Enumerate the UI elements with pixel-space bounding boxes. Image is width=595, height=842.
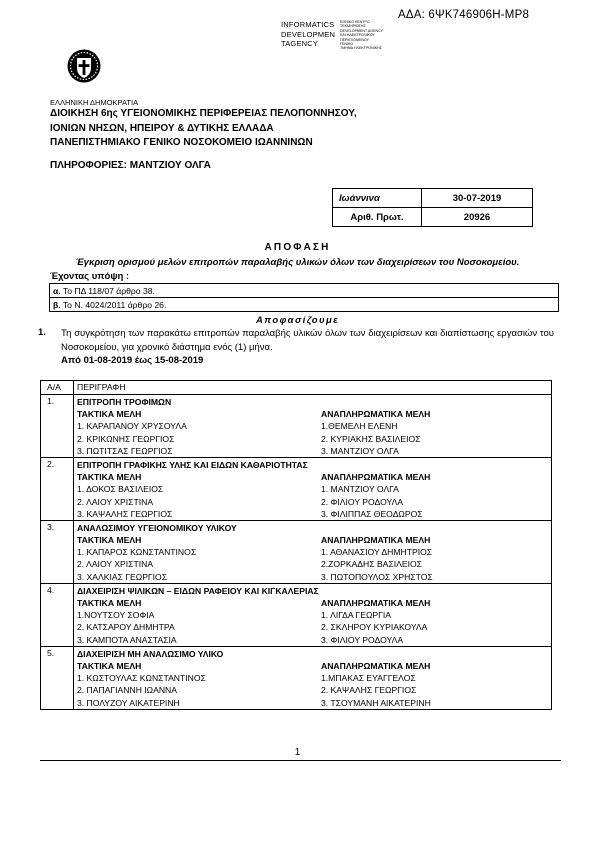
substitute-members-label: ΑΝΑΠΛΗΡΩΜΑΤΙΚΑ ΜΕΛΗ xyxy=(321,472,431,483)
member-row xyxy=(77,445,551,457)
decision-subject: Έγκριση ορισμού μελών επιτροπών παραλαβής υλικών όλων των διαχειρίσεων του Νοσοκομείου. xyxy=(75,257,520,268)
authority-line-1: ΔΙΟΙΚΗΣΗ 6ης ΥΓΕΙΟΝΟΜΙΚΗΣ ΠΕΡΙΦΕΡΕΙΑΣ ΠΕΛΟΠΟΝΝΗΣΟΥ, xyxy=(50,108,357,119)
committee-row xyxy=(41,520,552,583)
member-labels-row xyxy=(77,660,551,672)
substitute-member: 1. ΑΘΑΝΑΣΙΟΥ ΔΗΜΗΤΡΙΟΣ xyxy=(321,547,433,558)
references-box xyxy=(49,283,559,312)
regular-member: 1. ΚΑΡΑΠΑΝΟΥ ΧΡΥΣΟΥΛΑ xyxy=(77,421,187,432)
substitute-members-label: ΑΝΑΠΛΗΡΩΜΑΤΙΚΑ ΜΕΛΗ xyxy=(321,409,431,420)
regular-member: 1.ΝΟΥΤΣΟΥ ΣΟΦΙΑ xyxy=(77,610,155,621)
member-row xyxy=(77,621,551,633)
substitute-member: 2. ΚΥΡΙΑΚΗΣ ΒΑΣΙΛΕΙΟΣ xyxy=(321,433,421,444)
idika-small-line: ΠΕΡΙΕΧΟΜΕΝΟΥ xyxy=(340,37,370,42)
idika-logo-small-text xyxy=(340,20,383,51)
document-date: 30-07-2019 xyxy=(422,189,533,208)
member-labels-row xyxy=(77,471,551,483)
substitute-member: 2. ΣΚΛΗΡΟΥ ΚΥΡΙΑΚΟΥΛΑ xyxy=(321,622,428,633)
member-row xyxy=(77,420,551,432)
member-row xyxy=(77,558,551,570)
regular-member: 1. ΚΑΠΑΡΟΣ ΚΩΝΣΤΑΝΤΙΝΟΣ xyxy=(77,547,197,558)
member-row xyxy=(77,508,551,520)
substitute-member: 2. ΚΑΨΑΛΗΣ ΓΕΩΡΓΙΟΣ xyxy=(321,685,417,696)
committee-details xyxy=(74,457,552,520)
regular-member: 1. ΔΟΚΟΣ ΒΑΣΙΛΕΙΟΣ xyxy=(77,484,164,495)
regular-members-label: ΤΑΚΤΙΚΑ ΜΕΛΗ xyxy=(77,409,142,420)
regular-members-label: ΤΑΚΤΙΚΑ ΜΕΛΗ xyxy=(77,660,142,671)
member-labels-row xyxy=(77,408,551,420)
ada-code: ΑΔΑ: 6ΨΚ746906Η-ΜΡ8 xyxy=(398,9,530,21)
document-header xyxy=(50,98,357,151)
idika-line: TAGENCY xyxy=(281,39,319,48)
authority-line-2: ΙΟΝΙΩΝ ΝΗΣΩΝ, ΗΠΕΙΡΟΥ & ΔΥΤΙΚΗΣ ΕΛΛΑΔΑ xyxy=(50,122,274,134)
member-row xyxy=(77,684,551,696)
substitute-members-label: ΑΝΑΠΛΗΡΩΜΑΤΙΚΑ ΜΕΛΗ xyxy=(321,660,431,671)
regular-member: 3. ΚΑΨΑΛΗΣ ΓΕΩΡΓΙΟΣ xyxy=(77,508,173,519)
authority-line-3: ΠΑΝΕΠΙΣΤΗΜΙΑΚΟ ΓΕΝΙΚΟ ΝΟΣΟΚΟΜΕΙΟ ΙΩΑΝΝΙΝΩΝ xyxy=(50,137,313,148)
regular-members-label: ΤΑΚΤΙΚΑ ΜΕΛΗ xyxy=(77,598,142,608)
committee-name: ΕΠΙΤΡΟΠΗ ΓΡΑΦΙΚΗΣ ΥΛΗΣ ΚΑΙ ΕΙΔΩΝ ΚΑΘΑΡΙΟΤΗΤΑΣ xyxy=(77,459,308,470)
substitute-member: 1. ΜΑΝΤΖΙΟΥ ΟΛΓΑ xyxy=(321,484,399,495)
reference-letter: α. xyxy=(53,285,61,296)
committee-number: 2. xyxy=(41,457,74,520)
idika-small-line: DEVELOPMENT AGENCY xyxy=(340,28,384,33)
member-row xyxy=(77,546,551,558)
member-row xyxy=(77,634,551,646)
committee-number: 1. xyxy=(41,395,74,458)
member-row xyxy=(77,433,551,445)
regular-member: 1. ΚΩΣΤΟΥΛΑΣ ΚΩΝΣΤΑΝΤΙΝΟΣ xyxy=(77,673,206,684)
substitute-member: 3. ΦΙΛΙΠΠΑΣ ΘΕΟΔΩΡΟΣ xyxy=(321,508,423,519)
idika-small-line: ΤΕΚΜΗΡΙΩΣΗΣ xyxy=(340,24,366,29)
validity-period: Από 01-08-2019 έως 15-08-2019 xyxy=(61,355,204,366)
date-protocol-box xyxy=(332,188,533,227)
substitute-member: 3. ΤΣΟΥΜΑΝΗ ΑΙΚΑΤΕΡΙΝΗ xyxy=(321,697,431,708)
substitute-member: 3. ΠΩΤΟΠΟΥΛΟΣ ΧΡΗΣΤΟΣ xyxy=(321,571,433,582)
protocol-label: Αριθ. Πρωτ. xyxy=(333,208,422,227)
member-labels-row xyxy=(77,534,551,546)
regular-member: 2. ΛΑΙΟΥ ΧΡΙΣΤΙΝΑ xyxy=(77,559,154,570)
regular-members-label: ΤΑΚΤΙΚΑ ΜΕΛΗ xyxy=(77,535,142,546)
committee-number: 4. xyxy=(41,583,74,646)
committee-details xyxy=(74,583,552,646)
idika-small-line: ΚΑΙ ΗΛΕΚΤΡΟΝΙΚΟΥ xyxy=(340,33,375,38)
committee-row xyxy=(41,395,552,458)
regular-member: 2. ΛΑΙΟΥ ΧΡΙΣΤΙΝΑ xyxy=(77,496,154,507)
contact-person: ΠΛΗΡΟΦΟΡΙΕΣ: ΜΑΝΤΖΙΟΥ ΟΛΓΑ xyxy=(50,160,211,171)
country-label: ΕΛΛΗΝΙΚΗ ΔΗΜΟΚΡΑΤΙΑ xyxy=(50,98,139,107)
reference-text: Το Ν. 4024/2011 άρθρο 26. xyxy=(62,299,167,310)
substitute-member: 3. ΦΙΛΙΟΥ ΡΟΔΟΥΛΑ xyxy=(321,634,404,645)
reference-row xyxy=(50,284,559,298)
member-row xyxy=(77,697,551,709)
member-row xyxy=(77,496,551,508)
regular-member: 2. ΚΡΙΚΩΝΗΣ ΓΕΩΡΓΙΟΣ xyxy=(77,433,175,444)
committee-details xyxy=(74,395,552,458)
regular-member: 2. ΚΑΤΣΑΡΟΥ ΔΗΜΗΤΡΑ xyxy=(77,622,175,633)
member-row xyxy=(77,483,551,495)
considering-label: Έχοντας υπόψη : xyxy=(50,271,130,282)
regular-member: 3. ΚΑΜΠΟΤΑ ΑΝΑΣΤΑΣΙΑ xyxy=(77,634,177,645)
paragraph-number: 1. xyxy=(38,327,46,338)
regular-member: 2. ΠΑΠΑΓΙΑΝΝΗ ΙΩΑΝΝΑ xyxy=(77,685,177,696)
idika-small-line: ΕΘΝΙΚΟ ΚΕΝΤΡΟ xyxy=(340,20,370,24)
greek-coat-of-arms-icon xyxy=(66,48,102,84)
reference-text: Το ΠΔ 118/07 άρθρο 38. xyxy=(62,285,155,296)
protocol-number: 20926 xyxy=(422,208,533,227)
substitute-members-label: ΑΝΑΠΛΗΡΩΜΑΤΙΚΑ ΜΕΛΗ xyxy=(321,535,431,546)
committee-name: ΔΙΑΧΕΙΡΙΣΗ ΨΙΛΙΚΩΝ – ΕΙΔΩΝ ΡΑΦΕΙΟΥ ΚΑΙ ΚΙΓΚΑΛΕΡΙΑΣ xyxy=(77,585,319,596)
we-decide-heading: Αποφασίζουμε xyxy=(255,315,340,326)
reference-row xyxy=(50,298,559,312)
committee-number: 5. xyxy=(41,646,74,709)
table-header-row xyxy=(41,381,552,395)
idika-line: INFORMATICS xyxy=(281,20,335,29)
idika-small-line: ΓΕΝΙΚΟ xyxy=(340,42,354,47)
regular-members-label: ΤΑΚΤΙΚΑ ΜΕΛΗ xyxy=(77,472,142,483)
regular-member: 3. ΠΩΤΙΤΣΑΣ ΓΕΩΡΓΙΟΣ xyxy=(77,445,173,456)
committee-name: ΕΠΙΤΡΟΠΗ ΤΡΟΦΙΜΩΝ xyxy=(77,397,172,407)
committee-name: ΑΝΑΛΩΣΙΜΟΥ ΥΓΕΙΟΝΟΜΙΚΟΥ ΥΛΙΚΟΥ xyxy=(77,522,237,533)
member-row xyxy=(77,609,551,621)
footer-divider xyxy=(40,760,561,761)
committees-table xyxy=(40,380,552,710)
committee-details xyxy=(74,646,552,709)
committee-row xyxy=(41,457,552,520)
column-header-aa: Α/Α xyxy=(41,381,74,395)
substitute-member: 1.ΜΠΑΚΑΣ ΕΥΑΓΓΕΛΟΣ xyxy=(321,673,416,684)
column-header-description: ΠΕΡΙΓΡΑΦΗ xyxy=(74,381,552,395)
decision-title: ΑΠΟΦΑΣΗ xyxy=(264,242,331,253)
page-number: 1 xyxy=(294,747,301,758)
substitute-members-label: ΑΝΑΠΛΗΡΩΜΑΤΙΚΑ ΜΕΛΗ xyxy=(321,598,431,608)
place-label: Ιωάννινα xyxy=(333,189,422,208)
substitute-member: 3. ΜΑΝΤΖΙΟΥ ΟΛΓΑ xyxy=(321,445,399,456)
idika-small-line: ΤΜΗΜΑ ΗΛΕΚΤΡΟΝΙΚΗΣ xyxy=(340,46,382,51)
idika-logo-text xyxy=(281,20,335,49)
substitute-member: 2.ΖΟΡΚΑΔΗΣ ΒΑΣΙΛΕΙΟΣ xyxy=(321,559,422,570)
committee-number: 3. xyxy=(41,520,74,583)
member-row xyxy=(77,571,551,583)
committee-row xyxy=(41,646,552,709)
regular-member: 3. ΧΑΛΚΙΑΣ ΓΕΩΡΓΙΟΣ xyxy=(77,571,168,582)
idika-line: DEVELOPMEN xyxy=(281,29,336,39)
reference-letter: β. xyxy=(53,299,61,310)
committee-row xyxy=(41,583,552,646)
committee-details xyxy=(74,520,552,583)
regular-member: 3. ΠΟΛΥΖΟΥ ΑΙΚΑΤΕΡΙΝΗ xyxy=(77,697,180,708)
substitute-member: 1. ΛΙΓΔΑ ΓΕΩΡΓΙΑ xyxy=(321,610,392,621)
decision-paragraph: Τη συγκρότηση των παρακάτω επιτροπών παραλαβής υλικών όλων των διαχειρίσεων και διαπίστωσης εργασιών του Νοσοκομείου, για χρονικό διάστημα ενός (1) μήνα. xyxy=(61,328,554,353)
substitute-member: 2. ΦΙΛΙΟΥ ΡΟΔΟΥΛΑ xyxy=(321,496,404,507)
member-labels-row xyxy=(77,597,551,609)
member-row xyxy=(77,672,551,684)
substitute-member: 1.ΘΕΜΕΛΗ ΕΛΕΝΗ xyxy=(321,421,398,432)
committee-name: ΔΙΑΧΕΙΡΙΣΗ ΜΗ ΑΝΑΛΩΣΙΜΟ ΥΛΙΚΟ xyxy=(77,648,224,659)
